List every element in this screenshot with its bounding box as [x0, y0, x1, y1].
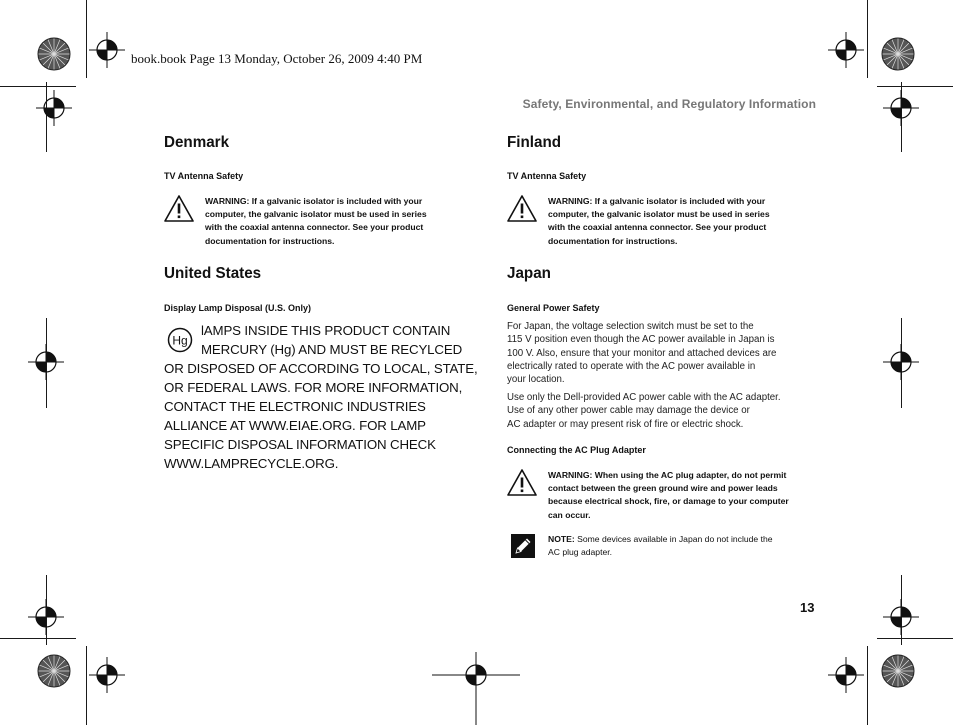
note-pencil-icon	[510, 533, 536, 559]
running-head: Safety, Environmental, and Regulatory Information	[522, 97, 816, 111]
hg-symbol-text: Hg	[172, 333, 188, 348]
subheading-connecting-ac-plug-adapter: Connecting the AC Plug Adapter	[507, 445, 646, 455]
warning-line: When using the AC plug adapter, do not permit	[594, 470, 787, 480]
lamp-disposal-line: WWW.LAMPRECYCLE.ORG.	[164, 456, 339, 471]
warning-ac-plug-adapter	[548, 469, 823, 522]
warning-line: If a galvanic isolator is included with your	[594, 196, 766, 206]
warning-line: computer, the galvanic isolator must be used in series	[548, 209, 770, 220]
subheading-display-lamp-disposal: Display Lamp Disposal (U.S. Only)	[164, 303, 312, 313]
warning-line: documentation for instructions.	[548, 235, 678, 246]
print-slug: book.book Page 13 Monday, October 26, 2009 4:40 PM	[131, 51, 423, 66]
warning-label: WARNING:	[548, 470, 593, 480]
paragraph-line: Use of any other power cable may damage the device or	[507, 405, 750, 417]
mercury-hg-icon	[167, 327, 193, 353]
page-number: 13	[800, 600, 815, 615]
lamp-disposal-line: SPECIFIC DISPOSAL INFORMATION CHECK	[164, 437, 436, 452]
note-label: NOTE:	[548, 534, 575, 544]
note-line: Some devices available in Japan do not include the	[577, 534, 773, 544]
lamp-disposal-line: lAMPS INSIDE THIS PRODUCT CONTAIN	[201, 323, 451, 338]
subheading-tv-antenna-safety: TV Antenna Safety	[507, 171, 587, 181]
section-heading-denmark: Denmark	[164, 134, 230, 151]
note-ac-plug-adapter	[548, 533, 823, 559]
section-heading-finland: Finland	[507, 134, 562, 151]
warning-line: documentation for instructions.	[205, 235, 335, 246]
warning-label: WARNING:	[205, 196, 250, 206]
paragraph-line: 115 V position even though the AC power available in Japan is	[507, 334, 775, 346]
warning-triangle-icon	[507, 195, 537, 222]
warning-triangle-icon	[507, 469, 537, 496]
warning-line: If a galvanic isolator is included with your	[251, 196, 423, 206]
paragraph-line: For Japan, the voltage selection switch must be set to the	[507, 321, 754, 332]
subheading-tv-antenna-safety: TV Antenna Safety	[164, 171, 244, 181]
warning-line: because electrical shock, fire, or damage to your computer	[548, 496, 789, 507]
paragraph-line: AC adapter or may present risk of fire or electric shock.	[507, 418, 744, 430]
lamp-disposal-line: OR FEDERAL LAWS. FOR MORE INFORMATION,	[164, 380, 463, 395]
warning-label: WARNING:	[548, 196, 593, 206]
warning-line: with the coaxial antenna connector. See your product	[548, 222, 767, 233]
warning-triangle-icon	[164, 195, 194, 222]
lamp-disposal-line: OR DISPOSED OF ACCORDING TO LOCAL, STATE,	[164, 361, 478, 376]
lamp-disposal-line: CONTACT THE ELECTRONIC INDUSTRIES	[164, 399, 426, 414]
paragraph-line: electrically rated to operate with the AC power available in	[507, 360, 756, 372]
japan-power-cable-paragraph	[507, 391, 827, 431]
warning-finland	[548, 195, 818, 248]
warning-line: contact between the green ground wire and power leads	[548, 483, 778, 494]
note-line: AC plug adapter.	[548, 547, 613, 558]
section-heading-united-states: United States	[164, 265, 262, 282]
warning-line: can occur.	[548, 509, 591, 520]
warning-line: with the coaxial antenna connector. See your product	[205, 222, 424, 233]
paragraph-line: your location.	[507, 374, 565, 386]
warning-line: computer, the galvanic isolator must be used in series	[205, 209, 427, 220]
warning-denmark	[205, 195, 460, 248]
paragraph-line: Use only the Dell-provided AC power cable with the AC adapter.	[507, 392, 781, 403]
subheading-general-power-safety: General Power Safety	[507, 303, 600, 313]
lamp-disposal-line: MERCURY (Hg) AND MUST BE RECYLCED	[201, 342, 463, 357]
lamp-disposal-line: ALLIANCE AT WWW.EIAE.ORG. FOR LAMP	[164, 418, 426, 433]
japan-voltage-paragraph	[507, 320, 827, 386]
paragraph-line: 100 V. Also, ensure that your monitor and attached devices are	[507, 347, 777, 359]
section-heading-japan: Japan	[507, 265, 551, 282]
